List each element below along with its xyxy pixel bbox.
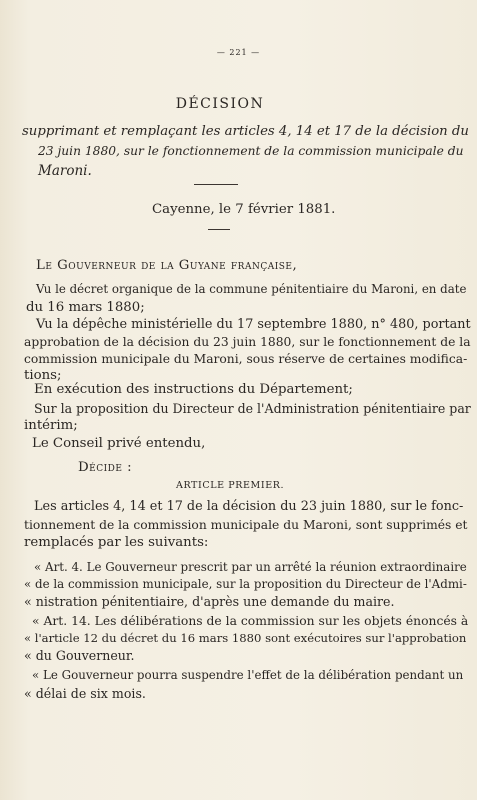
article-line-1: Les articles 4, 14 et 17 de la décision du 23 juin 1880, sur le fonc-	[34, 499, 464, 514]
separator-rule	[194, 184, 238, 185]
quote-line-3: « nistration pénitentiaire, d'après une demande du maire.	[24, 594, 395, 609]
article-line-2: tionnement de la commission municipale du Maroni, sont supprimés et	[24, 518, 468, 532]
quote-line-6: « du Gouverneur.	[24, 648, 135, 663]
quote-line-2: « de la commission municipale, sur la proposition du Directeur de l'Admi-	[24, 577, 467, 591]
preamble: Le Gouverneur de la Guyane française,	[36, 258, 298, 273]
quote-line-5: « l'article 12 du décret du 16 mars 1880 sont exécutoires sur l'approbation	[24, 631, 467, 645]
recital-4-line-1: Sur la proposition du Directeur de l'Administration pénitentiaire par	[34, 401, 471, 416]
recital-2-line-2: approbation de la décision du 23 juin 1880, sur le fonctionnement de la	[24, 335, 471, 349]
decide-label: Décide :	[78, 460, 133, 475]
subtitle-line-2: 23 juin 1880, sur le fonctionnement de la commission municipale du	[38, 144, 464, 158]
recital-1-line-2: du 16 mars 1880;	[26, 300, 145, 315]
recital-2-line-3: commission municipale du Maroni, sous réserve de certaines modifica-	[24, 352, 468, 366]
quote-line-4: « Art. 14. Les délibérations de la commission sur les objets énoncés à	[32, 614, 469, 628]
recital-2-line-4: tions;	[24, 368, 62, 383]
quote-line-1: « Art. 4. Le Gouverneur prescrit par un arrêté la réunion extraordinaire	[34, 560, 467, 574]
place-date: Cayenne, le 7 février 1881.	[152, 202, 336, 217]
quote-line-8: « délai de six mois.	[24, 686, 146, 701]
separator-rule-short	[208, 229, 230, 230]
recital-4-line-2: intérim;	[24, 418, 78, 433]
quote-line-7: « Le Gouverneur pourra suspendre l'effet de la délibération pendant un	[32, 668, 464, 682]
recital-3: En exécution des instructions du Département;	[34, 382, 353, 397]
recital-1-line-1: Vu le décret organique de la commune pénitentiaire du Maroni, en date	[36, 282, 467, 296]
page-number: — 221 —	[216, 48, 261, 57]
document-heading: DÉCISION	[175, 96, 265, 112]
recital-5: Le Conseil privé entendu,	[32, 436, 206, 451]
recital-2-line-1: Vu la dépêche ministérielle du 17 septembre 1880, n° 480, portant	[36, 317, 471, 332]
article-line-3: remplacés par les suivants:	[24, 535, 209, 550]
article-heading: ARTICLE PREMIER.	[176, 480, 285, 491]
subtitle-line-1: supprimant et remplaçant les articles 4, 14 et 17 de la décision du	[22, 124, 469, 139]
subtitle-line-3: Maroni.	[38, 163, 92, 179]
